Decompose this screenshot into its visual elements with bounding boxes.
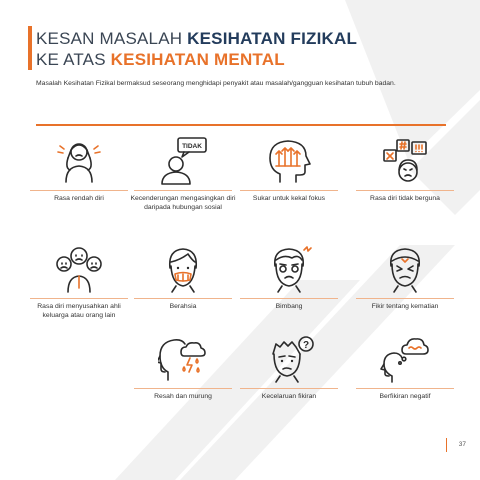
- item-menyusahkan: [24, 244, 134, 320]
- item-fikir-kematian: [350, 244, 460, 312]
- item-label: Rasa diri tidak berguna: [370, 195, 440, 202]
- pained-face-icon: [380, 244, 430, 294]
- question-mark: ?: [302, 340, 310, 351]
- sad-faces-group-icon: [54, 244, 104, 294]
- section-divider: [36, 124, 446, 126]
- item-label: Bimbang: [275, 303, 303, 310]
- item-resah-murung: [128, 334, 238, 402]
- item-mengasingkan-diri: [128, 136, 238, 212]
- item-berahsia: [128, 244, 238, 312]
- title-line2-accent: KESIHATAN MENTAL: [110, 50, 285, 69]
- item-underline: [134, 190, 232, 191]
- bubble-text: TIDAK: [182, 143, 202, 150]
- item-underline: [356, 190, 454, 191]
- worried-face-icon: [264, 244, 314, 294]
- item-underline: [134, 388, 232, 389]
- item-label: Sukar untuk kekal fokus: [252, 195, 326, 202]
- item-sukar-fokus: [234, 136, 344, 204]
- header-accent-bar: [28, 26, 32, 70]
- confused-face-icon: [264, 334, 314, 384]
- item-underline: [356, 388, 454, 389]
- item-label: Kecenderungan mengasingkan diri daripada hubungan sosial: [130, 195, 236, 211]
- item-underline: [240, 190, 338, 191]
- title-line2-light: KE ATAS: [36, 50, 111, 69]
- frustrated-symbols-icon: [380, 136, 430, 186]
- title-line1-light: KESAN MASALAH: [36, 29, 188, 48]
- item-underline: [30, 298, 128, 299]
- item-underline: [30, 190, 128, 191]
- speech-bubble-tidak-icon: [158, 136, 208, 186]
- head-storm-icon: [158, 334, 208, 384]
- covered-mouth-icon: [158, 244, 208, 294]
- item-fikiran-negatif: [350, 334, 460, 402]
- item-tidak-berguna: [350, 136, 460, 204]
- item-label: Kecelaruan fikiran: [261, 393, 317, 400]
- item-kecelaruan: [234, 334, 344, 402]
- page-title: [36, 28, 357, 70]
- subtitle: Masalah Kesihatan Fizikal bermaksud seseorang menghidapi penyakit atau masalah/gangguan kesihatan tubuh badan.: [36, 80, 396, 87]
- item-bimbang: [234, 244, 344, 312]
- item-underline: [134, 298, 232, 299]
- head-arrows-icon: [264, 136, 314, 186]
- item-underline: [356, 298, 454, 299]
- item-rasa-rendah-diri: [24, 136, 134, 204]
- page-number: 37: [446, 438, 466, 452]
- item-label: Rasa diri menyusahkan ahli keluarga atau orang lain: [37, 303, 121, 319]
- item-label: Berahsia: [169, 303, 197, 310]
- item-label: Berfikiran negatif: [379, 393, 431, 400]
- item-label: Fikir tentang kematian: [371, 303, 439, 310]
- item-label: Rasa rendah diri: [54, 195, 104, 202]
- item-underline: [240, 298, 338, 299]
- item-underline: [240, 388, 338, 389]
- item-label: Resah dan murung: [154, 393, 212, 400]
- stressed-person-icon: [54, 136, 104, 186]
- thought-cloud-icon: [380, 334, 430, 384]
- title-line1-bold: KESIHATAN FIZIKAL: [187, 29, 358, 48]
